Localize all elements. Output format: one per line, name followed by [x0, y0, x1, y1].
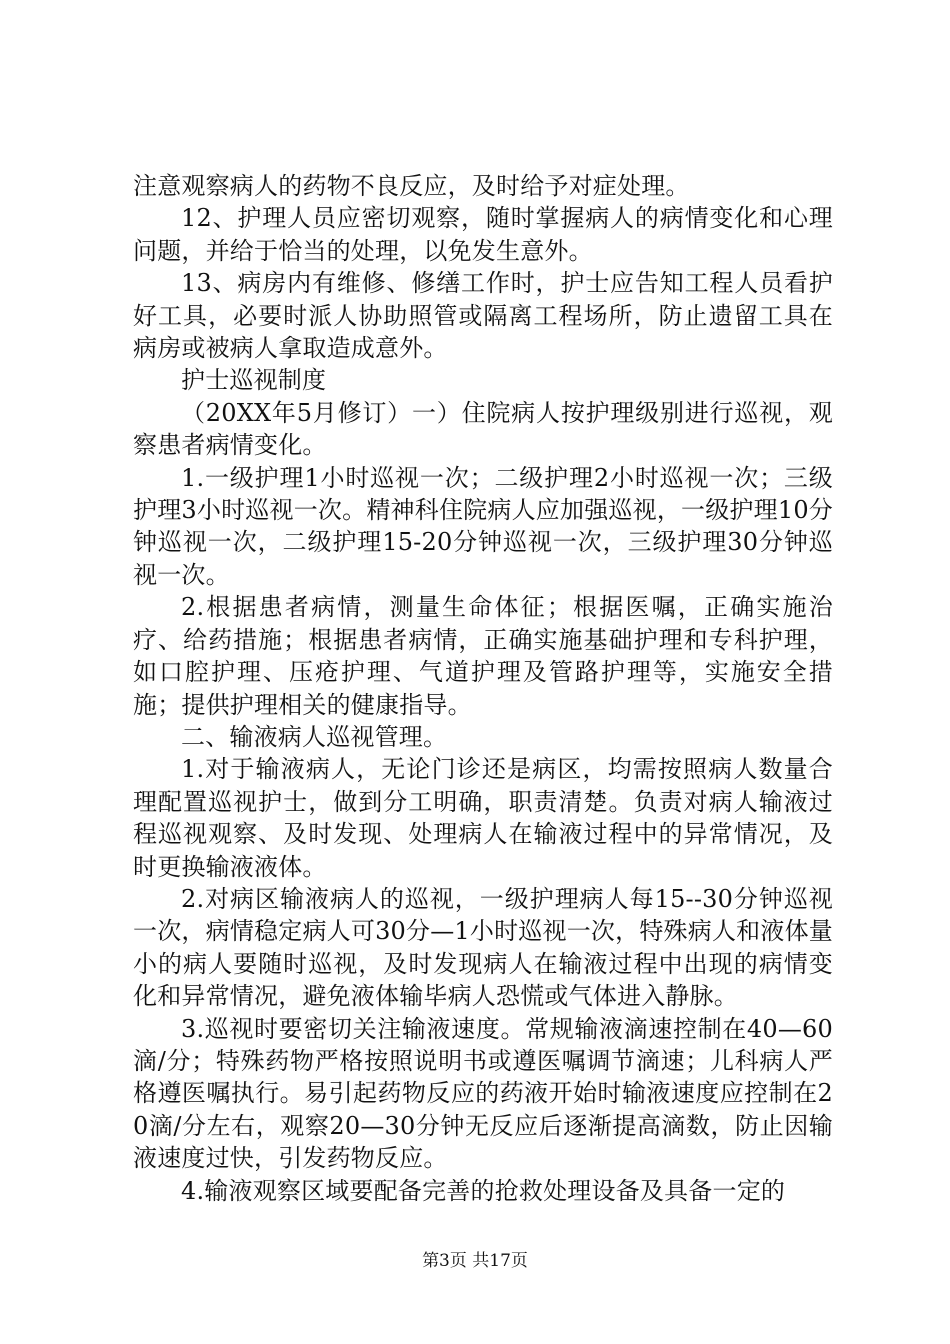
page-number-footer: 第3页 共17页 [422, 1251, 528, 1271]
paragraph-item-12: 12、护理人员应密切观察，随时掌握病人的病情变化和心理问题，并给于恰当的处理，以免发生意外。 [133, 204, 833, 265]
paragraph-infusion-1: 1.对于输液病人，无论门诊还是病区，均需按照病人数量合理配置巡视护士，做到分工明确，职责清楚。负责对病人输液过程巡视观察、及时发现、处理病人在输液过程中的异常情况，及时更换输液液体。 [133, 755, 833, 881]
document-body [133, 170, 833, 1207]
paragraph-infusion-3: 3.巡视时要密切关注输液速度。常规输液滴速控制在40—60滴/分；特殊药物严格按照说明书或遵医嘱调节滴速；儿科病人严格遵医嘱执行。易引起药物反应的药液开始时输液速度应控制在20滴/分左右，观察20—30分钟无反应后逐渐提高滴数，防止因输液速度过快，引发药物反应。 [133, 1014, 833, 1173]
paragraph-patrol-1: 1.一级护理1小时巡视一次；二级护理2小时巡视一次；三级护理3小时巡视一次。精神科住院病人应加强巡视，一级护理10分钟巡视一次，二级护理15-20分钟巡视一次，三级护理30分钟巡视一次。 [133, 463, 833, 589]
paragraph-item-13: 13、病房内有维修、修缮工作时，护士应告知工程人员看护好工具，必要时派人协助照管或隔离工程场所，防止遗留工具在病房或被病人拿取造成意外。 [133, 269, 833, 363]
section-heading-infusion: 二、输液病人巡视管理。 [181, 722, 448, 751]
paragraph-continuation: 注意观察病人的药物不良反应，及时给予对症处理。 [133, 172, 690, 200]
paragraph-revision-note: （20XX年5月修订）一）住院病人按护理级别进行巡视，观察患者病情变化。 [133, 398, 833, 460]
section-heading-patrol-system: 护士巡视制度 [181, 366, 327, 395]
paragraph-infusion-4: 4.输液观察区域要配备完善的抢救处理设备及具备一定的 [181, 1176, 786, 1205]
paragraph-infusion-2: 2.对病区输液病人的巡视，一级护理病人每15--30分钟巡视一次，病情稳定病人可30分—1小时巡视一次，特殊病人和液体量小的病人要随时巡视，及时发现病人在输液过程中出现的病情变化和异常情况，避免液体输毕病人恐慌或气体进入静脉。 [133, 884, 833, 1011]
paragraph-patrol-2: 2.根据患者病情，测量生命体征；根据医嘱，正确实施治疗、给药措施；根据患者病情，正确实施基础护理和专科护理，如口腔护理、压疮护理、气道护理及管路护理等，实施安全措施；提供护理相关的健康指导。 [133, 593, 833, 719]
